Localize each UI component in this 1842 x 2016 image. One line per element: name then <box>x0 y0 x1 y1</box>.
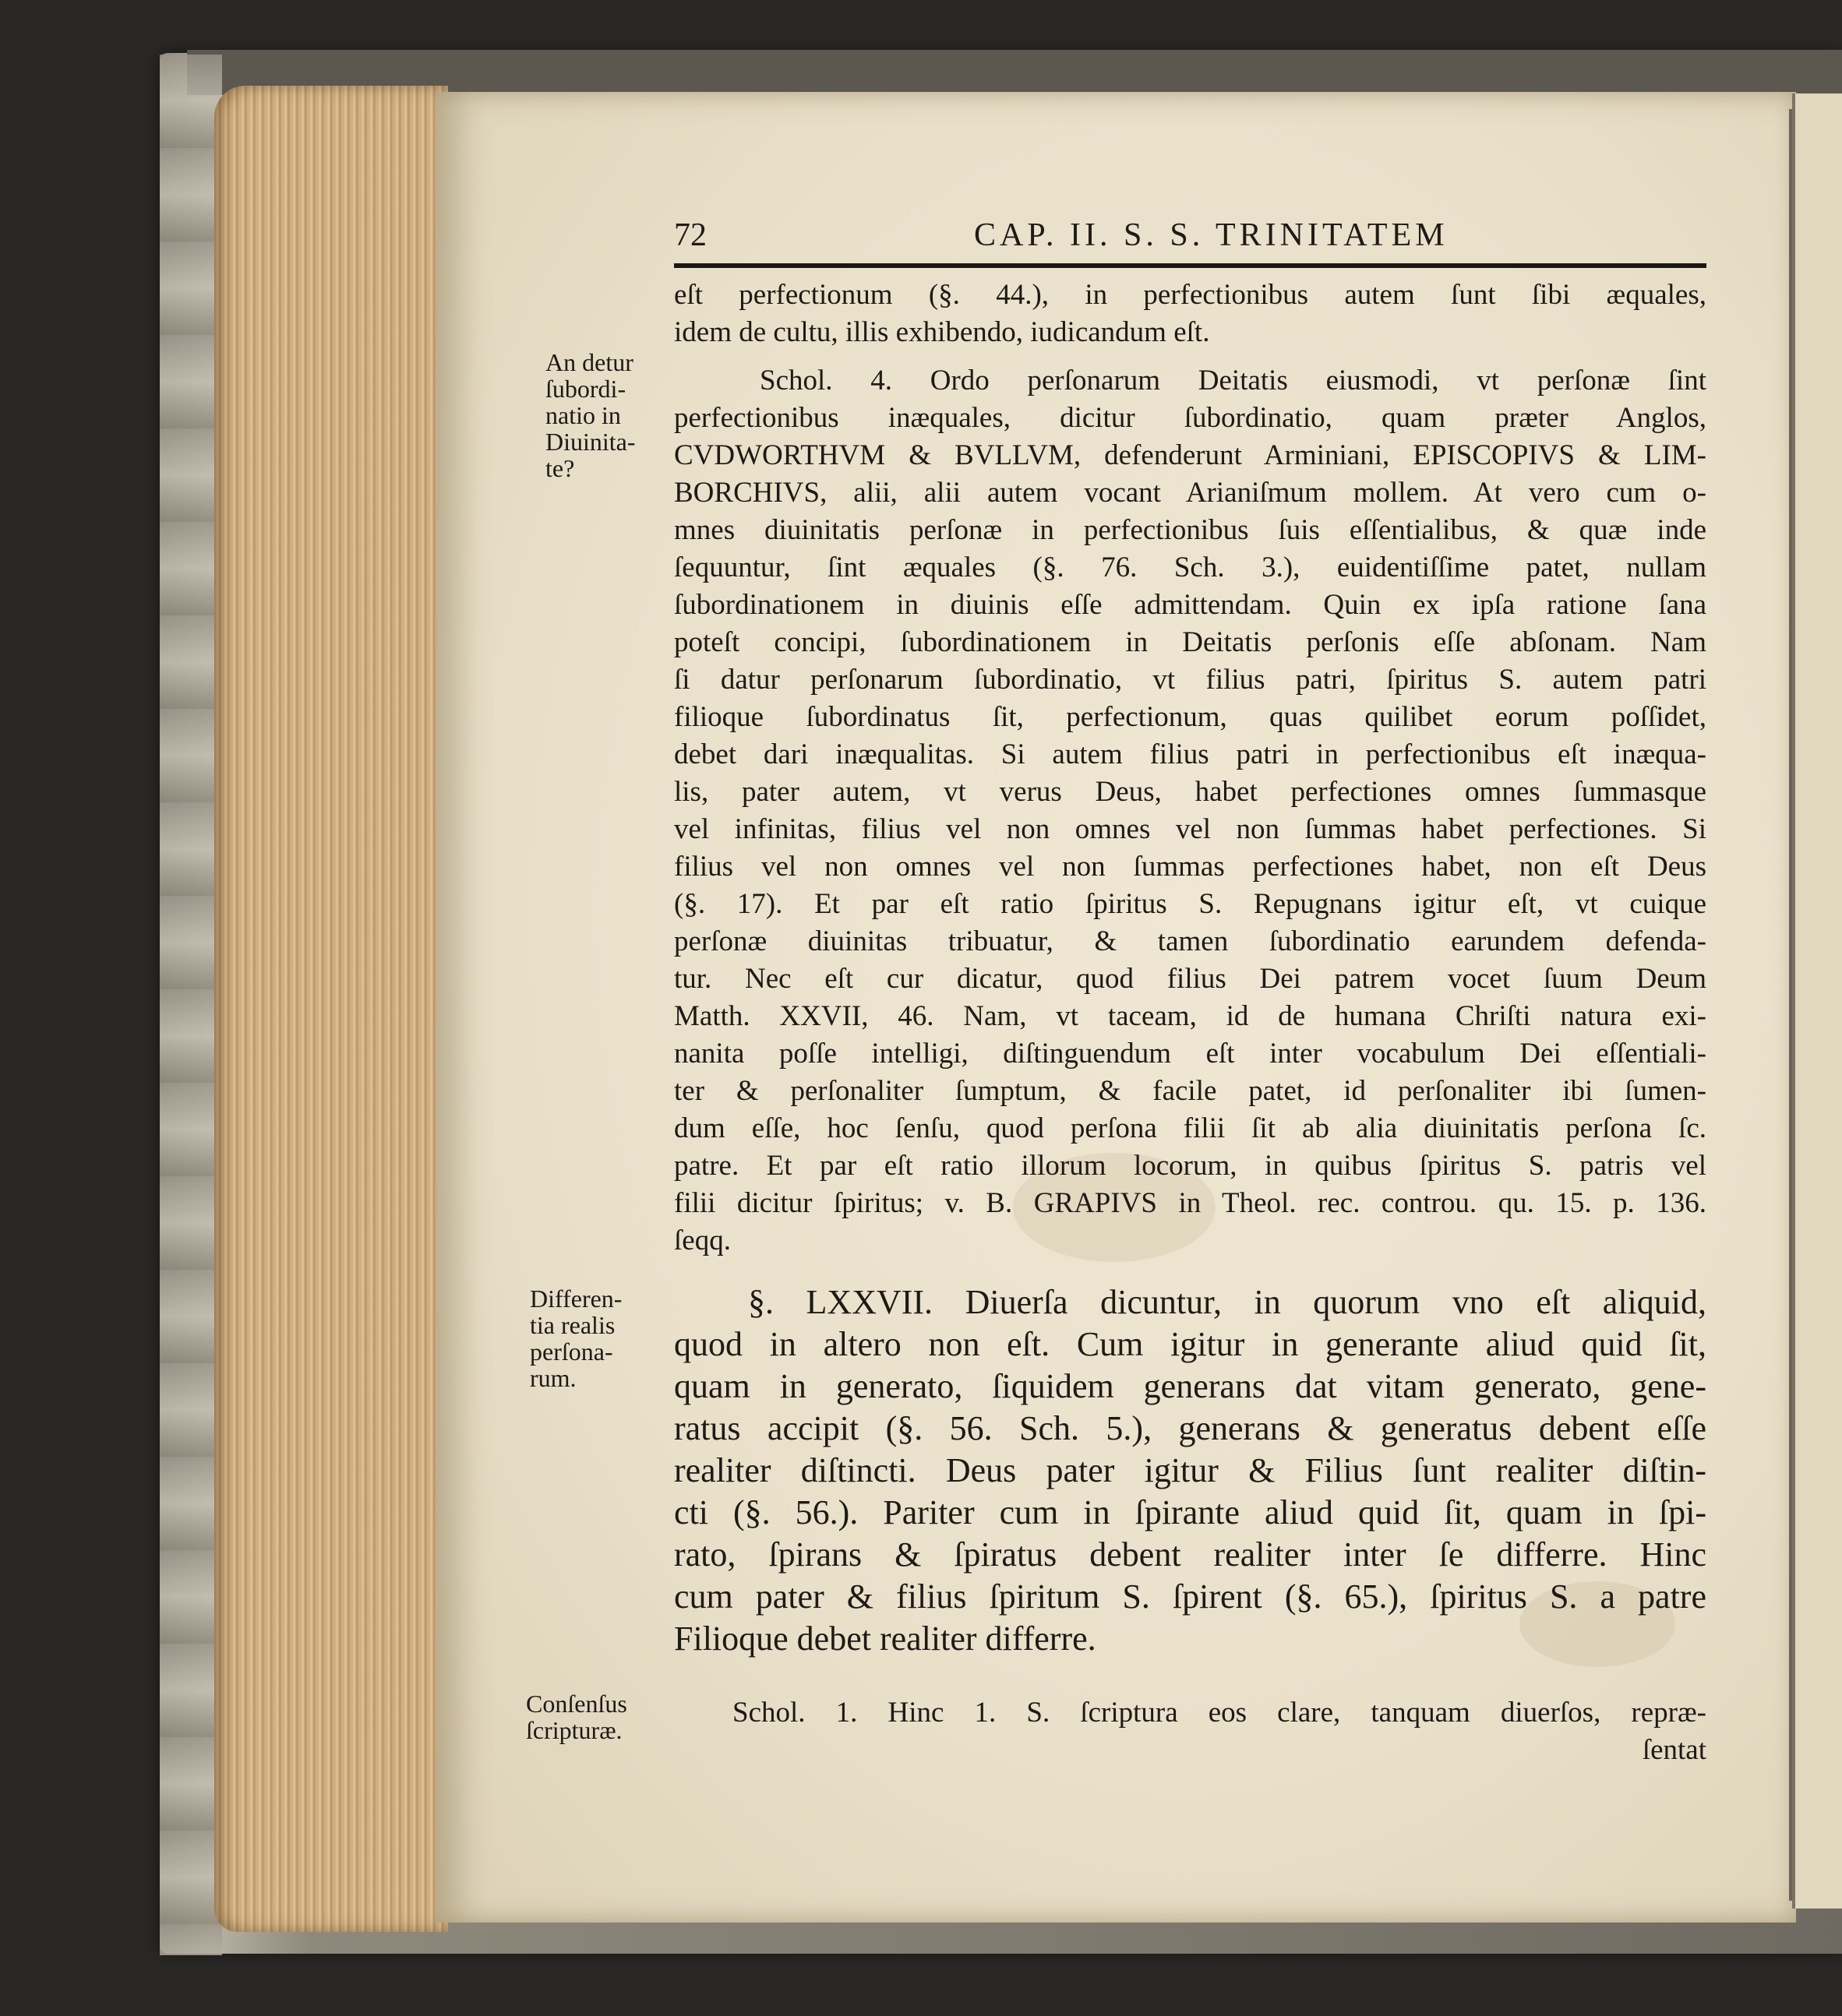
marginal-note-differentia <box>530 1285 622 1391</box>
facing-page-edge <box>1792 93 1842 1909</box>
text-line: ſubordinationem in diuinis eſſe admittendam. Quin ex ipſa ratione ſana <box>674 589 1706 621</box>
text-line: idem de cultu, illis exhibendo, iudicandum eſt. <box>674 316 1210 348</box>
section-line: quam in generato, ſiquidem generans dat vitam generato, gene- <box>674 1367 1706 1405</box>
catchword: ſentat <box>1642 1734 1706 1766</box>
marginal-line: te? <box>545 454 575 482</box>
text-line: mnes diuinitatis perſonæ in perfectionibus ſuis eſſentialibus, & quæ inde <box>674 514 1706 546</box>
text-line: perſonæ diuinitas tribuatur, & tamen ſubordinatio earundem defenda- <box>674 925 1706 957</box>
section-line: cum pater & filius ſpiritum S. ſpirent (§. 65.), ſpiritus S. a patre <box>674 1577 1706 1616</box>
text-line: filius vel non omnes vel non ſummas perfectiones habet, non eſt Deus <box>674 851 1706 883</box>
text-line: Schol. 4. Ordo perſonarum Deitatis eiusmodi, vt perſonæ ſint <box>760 365 1706 397</box>
text-line: Matth. XXVII, 46. Nam, vt taceam, id de humana Chriſti natura exi- <box>674 1000 1706 1032</box>
section-line: §. LXXVII. Diuerſa dicuntur, in quorum vno eſt aliquid, <box>748 1283 1706 1321</box>
marginal-line: Diuinita- <box>545 428 636 456</box>
page-number: 72 <box>674 217 707 253</box>
text-line: filioque ſubordinatus ſit, perfectionum, quas quilibet eorum poſſidet, <box>674 701 1706 733</box>
text-line: (§. 17). Et par eſt ratio ſpiritus S. Repugnans igitur eſt, vt cuique <box>674 888 1706 920</box>
section-line: ratus accipit (§. 56. Sch. 5.), generans & generatus debent eſſe <box>674 1409 1706 1447</box>
marginal-line: ſubordi- <box>545 375 626 403</box>
text-line: ſi datur perſonarum ſubordinatio, vt filius patri, ſpiritus S. autem patri <box>674 664 1706 696</box>
text-line: perfectionibus inæquales, dicitur ſubordinatio, quam præter Anglos, <box>674 402 1706 434</box>
section-line: cti (§. 56.). Pariter cum in ſpirante aliud quid ſit, quam in ſpi- <box>674 1493 1706 1531</box>
text-line: ſequuntur, ſint æquales (§. 76. Sch. 3.), euidentiſſime patet, nullam <box>674 552 1706 583</box>
text-line: ter & perſonaliter ſumptum, & facile patet, id perſonaliter ibi ſumen- <box>674 1075 1706 1107</box>
page-edges <box>214 86 448 1932</box>
section-line: Filioque debet realiter differre. <box>674 1619 1096 1658</box>
text-line: filii dicitur ſpiritus; v. B. GRAPIVS in Theol. rec. controu. qu. 15. p. 136. <box>674 1187 1706 1219</box>
marginal-line: perſona- <box>530 1338 613 1366</box>
section-line: quod in altero non eſt. Cum igitur in generante aliud quid ſit, <box>674 1325 1706 1363</box>
marginal-line: tia realis <box>530 1311 616 1339</box>
text-line: lis, pater autem, vt verus Deus, habet perfectiones omnes ſummasque <box>674 776 1706 808</box>
text-line: debet dari inæqualitas. Si autem filius patri in perfectionibus eſt inæqua- <box>674 738 1706 770</box>
text-line: poteſt concipi, ſubordinationem in Deitatis perſonis eſſe abſonam. Nam <box>674 626 1706 658</box>
marginal-note-subordinatio <box>545 349 636 481</box>
marginal-note-consensus <box>526 1690 627 1743</box>
section-line: rato, ſpirans & ſpiratus debent realiter inter ſe differre. Hinc <box>674 1535 1706 1574</box>
text-line: dum eſſe, hoc ſenſu, quod perſona filii ſit ab alia diuinitatis perſona ſc. <box>674 1112 1706 1144</box>
text-line: ſeqq. <box>674 1225 731 1256</box>
text-line: patre. Et par eſt ratio illorum locorum, in quibus ſpiritus S. patris vel <box>674 1150 1706 1182</box>
marginal-line: ſcripturæ. <box>526 1716 623 1744</box>
text-line: BORCHIVS, alii, alii autem vocant Arianiſmum mollem. At vero cum o- <box>674 477 1706 509</box>
marginal-line: Conſenſus <box>526 1690 627 1718</box>
marginal-line: rum. <box>530 1364 577 1392</box>
text-line: vel infinitas, filius vel non omnes vel non ſummas habet perfectiones. Si <box>674 813 1706 845</box>
running-header <box>674 217 1703 252</box>
spine-edge <box>160 55 222 1955</box>
running-title: CAP. II. S. S. TRINITATEM <box>974 217 1449 253</box>
text-line: eſt perfectionum (§. 44.), in perfectionibus autem ſunt ſibi æquales, <box>674 279 1706 311</box>
text-line: CVDWORTHVM & BVLLVM, defenderunt Arminiani, EPISCOPIVS & LIM- <box>674 439 1706 471</box>
marginal-line: Differen- <box>530 1285 623 1313</box>
text-line: Schol. 1. Hinc 1. S. ſcriptura eos clare, tanquam diuerſos, repræ- <box>732 1697 1706 1729</box>
text-line: tur. Nec eſt cur dicatur, quod filius Dei patrem vocet ſuum Deum <box>674 963 1706 995</box>
marginal-line: natio in <box>545 401 621 429</box>
section-line: realiter diſtincti. Deus pater igitur & Filius ſunt realiter diſtin- <box>674 1451 1706 1489</box>
marginal-line: An detur <box>545 348 633 376</box>
header-rule <box>674 263 1706 268</box>
text-line: nanita poſſe intelligi, diſtinguendum eſt inter vocabulum Dei eſſentiali- <box>674 1038 1706 1070</box>
